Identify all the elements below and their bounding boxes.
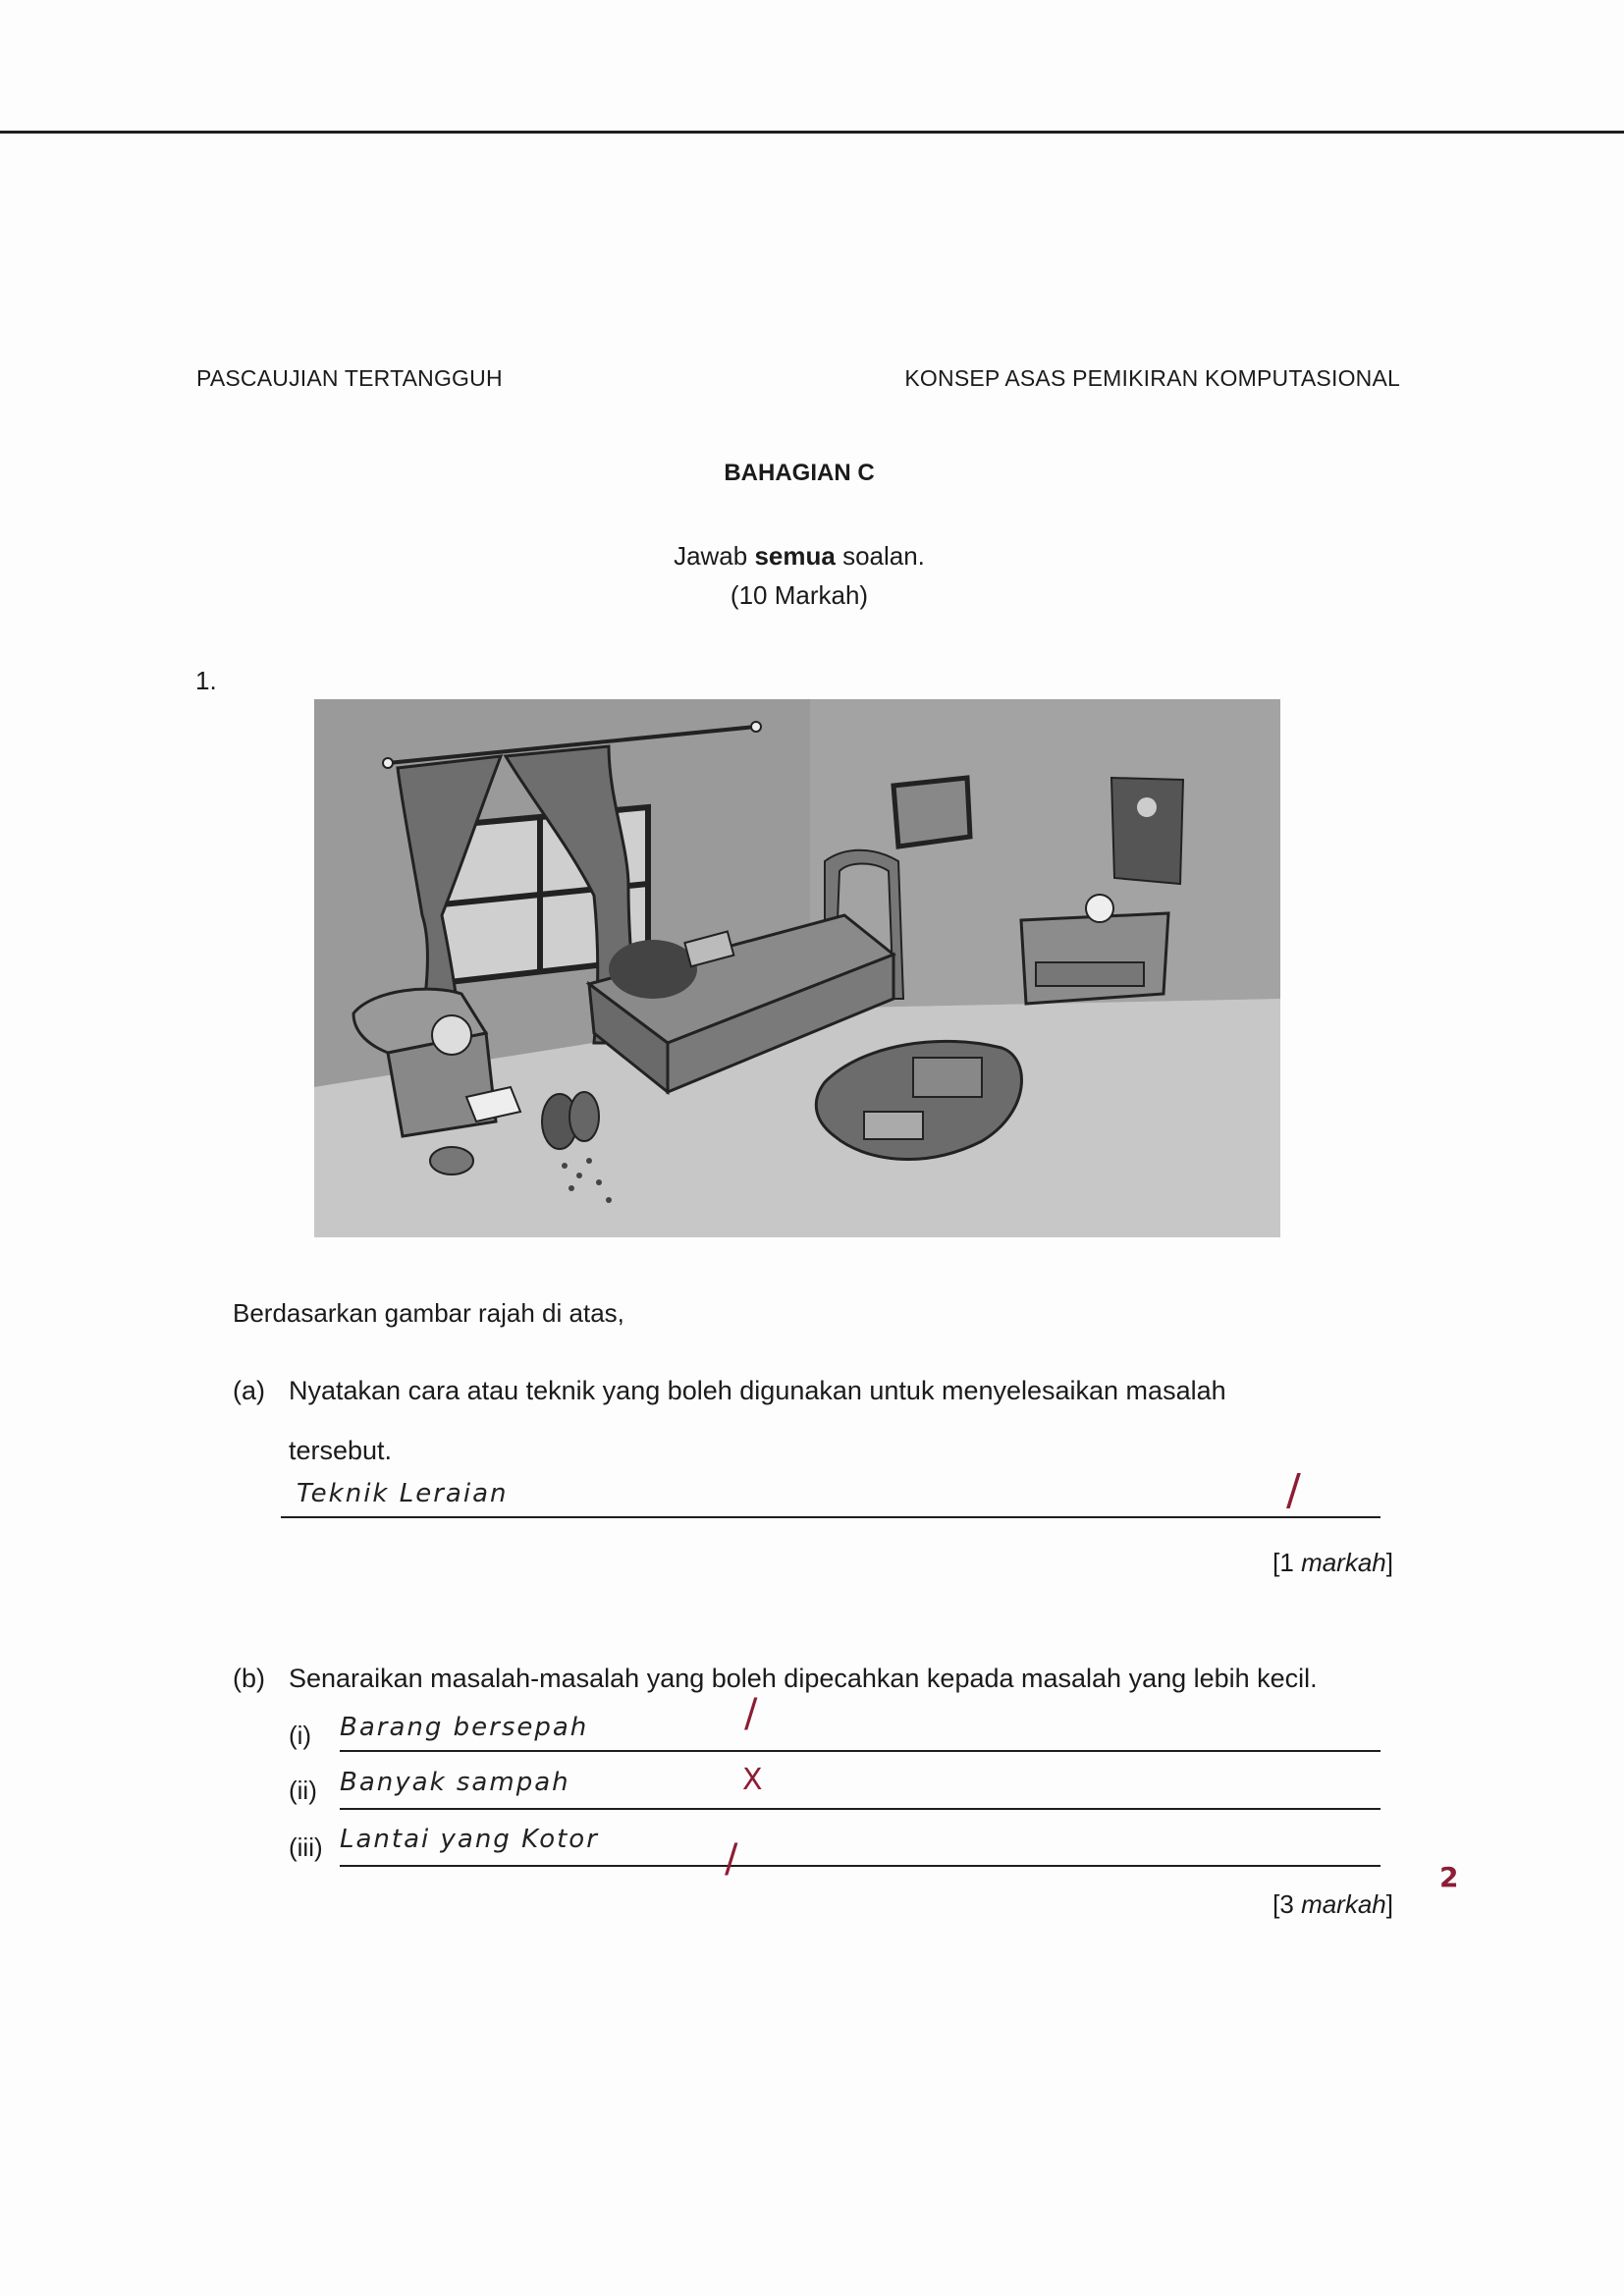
part-a-handwritten-answer: Teknik Leraian: [297, 1479, 509, 1508]
total-marks: (10 Markah): [730, 580, 869, 610]
part-b-marks-open: [3: [1272, 1889, 1302, 1919]
poster-icon: [1111, 778, 1183, 884]
part-a-answer-line[interactable]: [281, 1516, 1380, 1518]
part-a-question-line1: Nyatakan cara atau teknik yang boleh digunakan untuk menyelesaikan masalah: [289, 1376, 1226, 1405]
part-b-tick-mark-i: /: [744, 1691, 758, 1736]
part-a-marks-open: [1: [1272, 1548, 1302, 1577]
part-b-question: Senaraikan masalah-masalah yang boleh dipecahkan kepada masalah yang lebih kecil.: [289, 1664, 1318, 1693]
part-a-label: (a): [233, 1376, 265, 1405]
header-left: PASCAUJIAN TERTANGGUH: [196, 365, 503, 391]
part-b-answer-line-iii[interactable]: [340, 1865, 1380, 1867]
instruction-suffix: soalan.: [835, 541, 925, 571]
framed-picture-icon: [893, 778, 970, 847]
instruction: [0, 541, 1598, 572]
part-a-marks-word: markah: [1301, 1548, 1386, 1577]
part-b-tick-mark-iii: /: [725, 1836, 738, 1882]
section-title: BAHAGIAN C: [724, 460, 875, 486]
part-b-cross-mark-ii: X: [742, 1763, 763, 1797]
part-b-answer-iii: Lantai yang Kotor: [340, 1825, 599, 1854]
part-b-sub-label-i: (i): [289, 1721, 312, 1750]
part-b-answer-ii: Banyak sampah: [340, 1768, 570, 1797]
question-intro: Berdasarkan gambar rajah di atas,: [233, 1298, 624, 1328]
part-b-score-awarded: 2: [1439, 1861, 1459, 1893]
question-number: 1.: [195, 666, 217, 695]
part-a-tick-mark: /: [1286, 1465, 1301, 1515]
part-b-answer-i: Barang bersepah: [340, 1713, 589, 1742]
header-right: KONSEP ASAS PEMIKIRAN KOMPUTASIONAL: [904, 365, 1400, 391]
instruction-bold: semua: [754, 541, 836, 571]
top-border-rule: [0, 131, 1624, 134]
part-b-answer-line-ii[interactable]: [340, 1808, 1380, 1810]
part-b-sub-label-iii: (iii): [289, 1832, 323, 1862]
part-a-marks: [1272, 1548, 1393, 1578]
part-b-marks-close: ]: [1385, 1889, 1393, 1919]
messy-bedroom-figure: [314, 699, 1280, 1237]
instruction-prefix: Jawab: [674, 541, 755, 571]
part-b-marks: [1272, 1889, 1393, 1920]
part-b-label: (b): [233, 1664, 265, 1693]
slipper-icon: [430, 1147, 473, 1175]
part-a-question-line2: tersebut.: [289, 1436, 393, 1465]
part-b-answer-line-i[interactable]: [340, 1750, 1380, 1752]
part-a-marks-close: ]: [1385, 1548, 1393, 1577]
part-b-marks-word: markah: [1301, 1889, 1386, 1919]
part-b-sub-label-ii: (ii): [289, 1776, 317, 1805]
